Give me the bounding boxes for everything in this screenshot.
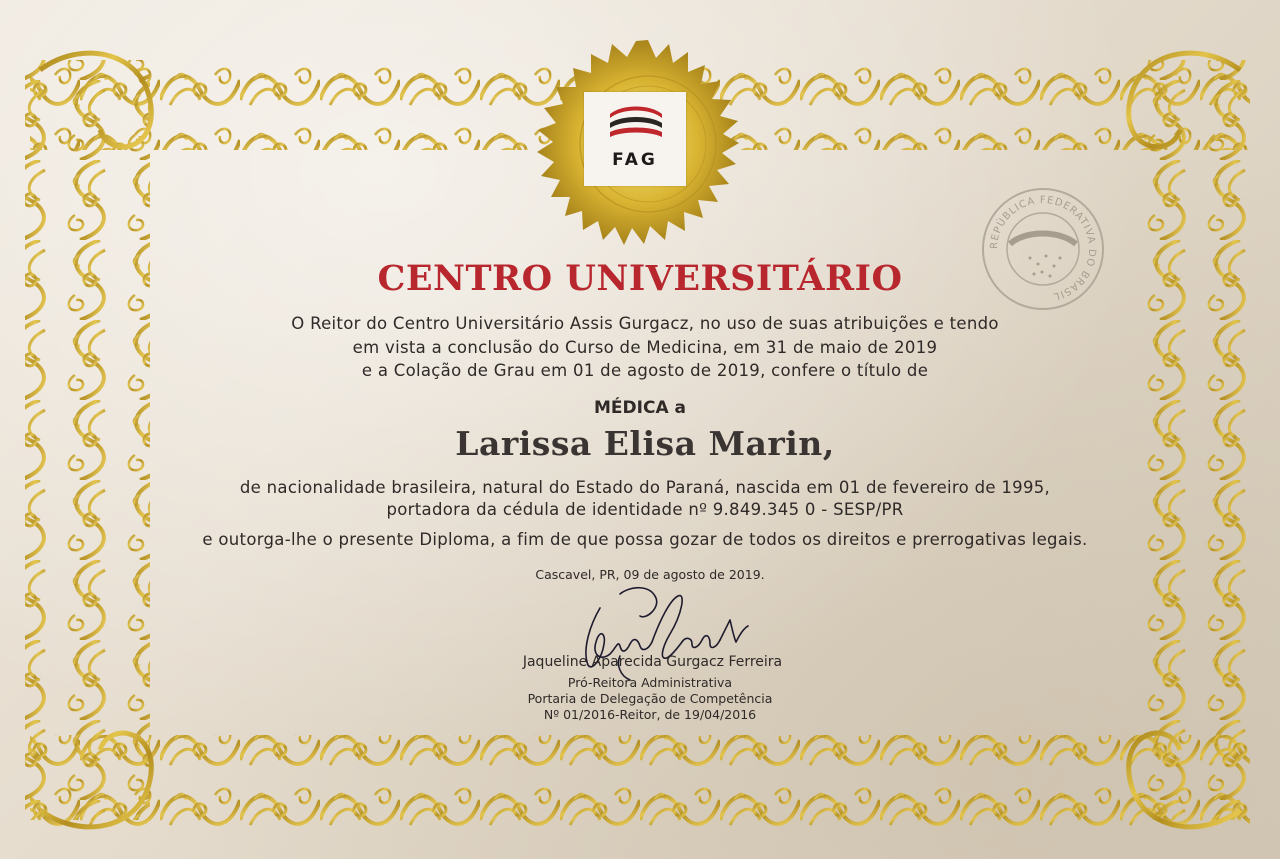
signer-role: Pró-Reitora Administrativa (567, 675, 733, 690)
place-date: Cascavel, PR, 09 de agosto de 2019. (535, 567, 765, 582)
seal-text: REPÚBLICA FEDERATIVA DO BRASIL (988, 194, 1098, 302)
fag-logo-stripes-icon (608, 104, 664, 144)
fag-logo (584, 92, 686, 186)
degree-title: MÉDICA a (594, 398, 686, 418)
fag-logo-text: FAG (612, 150, 658, 170)
signer-name: Jaqueline Aparecida Gurgacz Ferreira (522, 654, 783, 670)
details-line-2: portadora da cédula de identidade nº 9.849.345 0 - SESP/PR (386, 500, 904, 519)
handwritten-signature (560, 580, 780, 690)
seal-motto: ORDEM E PROGRESSO (1017, 243, 1069, 248)
recipient-name: Larissa Elisa Marin, (455, 424, 835, 463)
signer-ordinance: Portaria de Delegação de Competência (527, 691, 773, 706)
intro-line-1: O Reitor do Centro Universitário Assis Gurgacz, no uso de suas atribuições e tendo (291, 314, 999, 333)
details-line-1: de nacionalidade brasileira, natural do Estado do Paraná, nascida em 01 de fevereiro de 1995, (239, 478, 1051, 497)
signer-ordinance-number: Nº 01/2016-Reitor, de 19/04/2016 (543, 707, 757, 722)
institution-title: CENTRO UNIVERSITÁRIO (377, 258, 903, 299)
intro-line-3: e a Colação de Grau em 01 de agosto de 2019, confere o título de (361, 361, 929, 380)
intro-line-2: em vista a conclusão do Curso de Medicina, em 31 de maio de 2019 (352, 338, 938, 357)
grant-line: e outorga-lhe o presente Diploma, a fim de que possa gozar de todos os direitos e prerrogativas legais. (202, 530, 1088, 549)
